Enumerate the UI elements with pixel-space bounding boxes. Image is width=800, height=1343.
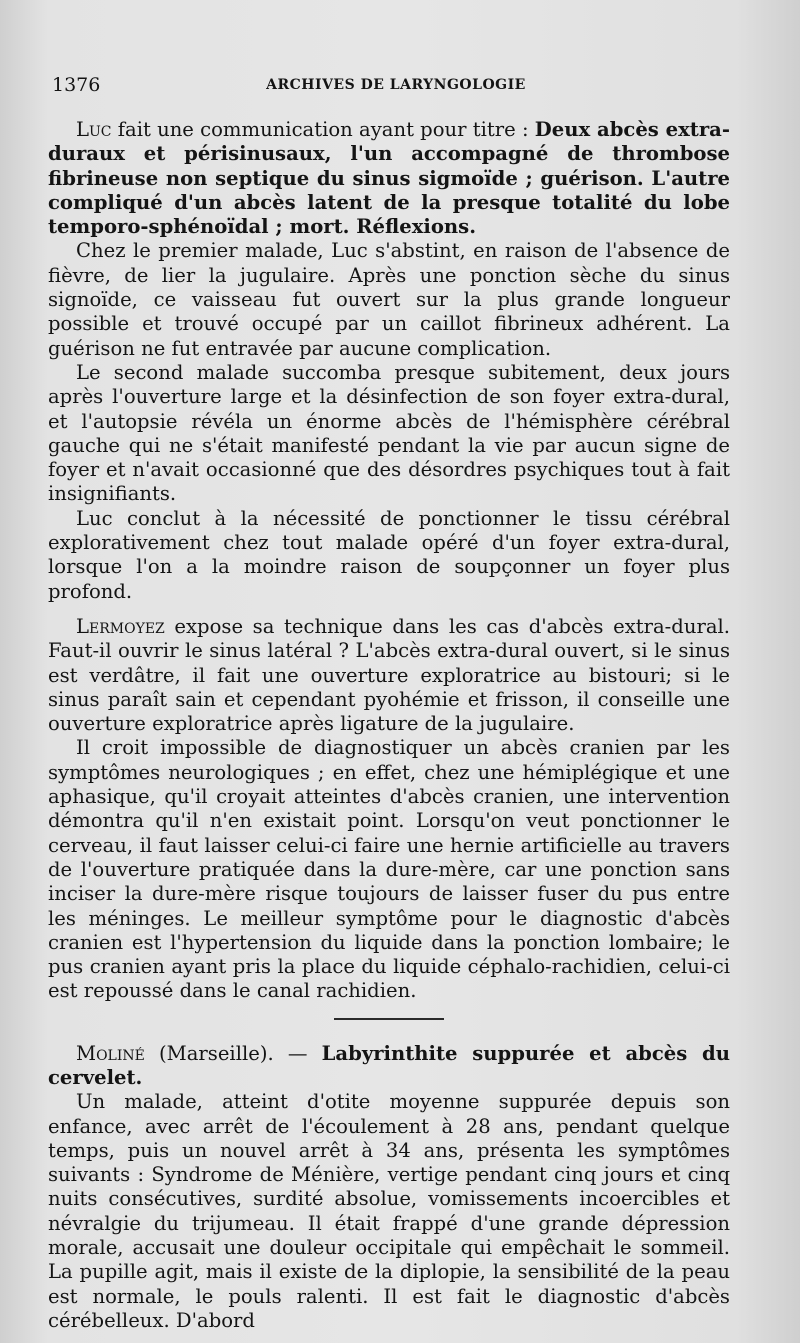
- paragraph-lermoyez: [48, 615, 730, 736]
- running-head: ARCHIVES DE LARYNGOLOGIE: [266, 77, 526, 93]
- paragraph-gap: [48, 604, 730, 615]
- paragraph-second-patient: Le second malade succomba presque subitement, deux jours après l'ouverture large et la désinfection de son foyer extra-dural, et l'autopsie révéla un énorme abcès de l'hémisphère cérébral gauche qui ne s'était manifesté pendant la vie par aucun signe de foyer et n'avait occasionné que des désordres psychiques tout à fait insignifiants.: [48, 360, 730, 506]
- communication-title: Deux abcès extra-duraux et périsinusaux, l'un accompagné de thrombose fibrineuse non septique du sinus sigmoïde ; guérison. L'autre compliqué d'un abcès latent de la presque totalité du lobe temporo-sphénoïdal ; mort. Réflexions.: [48, 118, 730, 239]
- communication-title: Labyrinthite suppurée et abcès du cervelet.: [48, 1041, 731, 1089]
- paragraph-text: fait une communication ayant pour titre :: [111, 118, 535, 141]
- paragraph-case-report: Un malade, atteint d'otite moyenne suppurée depuis son enfance, avec arrêt de l'écoulement à 28 ans, pendant quelque temps, puis un nouvel arrêt à 34 ans, présenta les symptômes suivants : Syndrome de Ménière, vertige pendant cinq jours et cinq nuits consécutives, surdité absolue, vomissements incoercibles et névralgie du trijumeau. Il était frappé d'une grande dépression morale, accusait une douleur occipitale qui empêchait le sommeil. La pupille agit, mais il existe de la diplopie, la sensibilité de la peau est normale, le pouls ralenti. Il est fait le diagnostic d'abcès cérébelleux. D'abord: [48, 1090, 730, 1332]
- paragraph-luc-communication: [48, 118, 730, 239]
- paragraph-first-patient: Chez le premier malade, Luc s'abstint, en raison de l'absence de fièvre, de lier la jugulaire. Après une ponction sèche du sinus signoïde, ce vaisseau fut ouvert sur la plus grande longueur possible et trouvé occupé par un caillot fibrineux adhérent. La guérison ne fut entravée par aucune complication.: [48, 239, 730, 360]
- paragraph-molinie-heading: [48, 1042, 730, 1091]
- author-name: Luc: [76, 118, 112, 141]
- page-number: 1376: [52, 74, 101, 96]
- author-name: Moliné: [76, 1041, 145, 1065]
- paragraph-luc-conclusion: Luc conclut à la nécessité de ponctionner le tissu cérébral explorativement chez tout malade opéré d'un foyer extra-dural, lorsque l'on a la moindre raison de soupçonner un foyer plus profond.: [48, 506, 730, 603]
- paragraph-diagnostic: Il croit impossible de diagnostiquer un abcès cranien par les symptômes neurologiques ; en effet, chez une hémiplégique et une aphasique, qu'il croyait atteintes d'abcès cranien, une intervention démontra qu'il n'en existait point. Lorsqu'on veut ponctionner le cerveau, il faut laisser celui-ci faire une hernie artificielle au travers de l'ouverture pratiquée dans la dure-mère, car une ponction sans inciser la dure-mère risque toujours de laisser fuser du pus entre les méninges. Le meilleur symptôme pour le diagnostic d'abcès cranien est l'hypertension du liquide dans la ponction lombaire; le pus cranien ayant pris la place du liquide céphalo-rachidien, celui-ci est repoussé dans le canal rachidien.: [48, 736, 730, 1003]
- paragraph-text: expose sa technique dans les cas d'abcès extra-dural. Faut-il ouvrir le sinus latéral ? L'abcès extra-dural ouvert, si le sinus est verdâtre, il fait une ouverture exploratrice au bistouri; si le sinus paraît sain et cependant pyohémie et frisson, il conseille une ouverture exploratrice après ligature de la jugulaire.: [48, 614, 730, 736]
- article-body: [48, 118, 730, 1333]
- page-header: [52, 74, 740, 98]
- section-divider: [334, 1018, 444, 1020]
- paragraph-text: (Marseille). —: [144, 1041, 322, 1065]
- author-name: Lermoyez: [76, 614, 165, 638]
